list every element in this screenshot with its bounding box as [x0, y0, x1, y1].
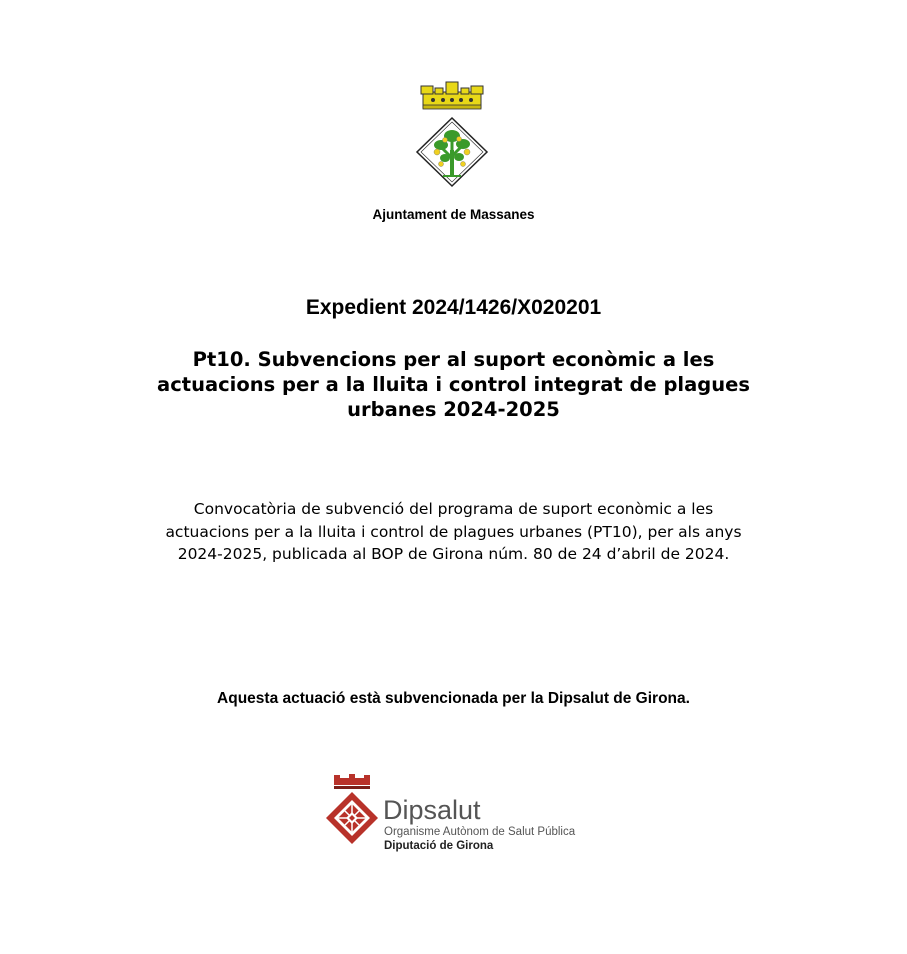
- description-line-1: Convocatòria de subvenció del programa de suport econòmic a les: [193, 500, 714, 518]
- dipsalut-crown-icon: [334, 774, 370, 789]
- dipsalut-diamond-icon: [326, 792, 378, 844]
- document-title: [100, 347, 807, 422]
- funding-note: Aquesta actuació està subvencionada per la Dipsalut de Girona.: [217, 690, 690, 707]
- title-line-2: actuacions per a la lluita i control integrat de plagues: [157, 373, 750, 396]
- shield-icon: [417, 118, 487, 186]
- dipsalut-logo-icon: [324, 774, 386, 846]
- dipsalut-subtitle: Organisme Autònom de Salut Pública: [384, 826, 576, 838]
- dipsalut-parent: Diputació de Girona: [384, 840, 494, 852]
- description-line-3: 2024-2025, publicada al BOP de Girona núm. 80 de 24 d’abril de 2024.: [177, 545, 730, 563]
- description-paragraph: [100, 498, 807, 566]
- expedient-number: Expedient 2024/1426/X020201: [305, 296, 602, 319]
- town-hall-name: Ajuntament de Massanes: [372, 207, 535, 222]
- description-line-2: actuacions per a la lluita i control de plagues urbanes (PT10), per als anys: [165, 522, 742, 541]
- title-line-3: urbanes 2024-2025: [347, 398, 560, 421]
- title-line-1: Pt10. Subvencions per al suport econòmic a les: [192, 348, 715, 371]
- dipsalut-name: Dipsalut: [383, 795, 481, 825]
- crown-icon: [421, 82, 483, 109]
- municipal-crest-icon: [415, 78, 489, 190]
